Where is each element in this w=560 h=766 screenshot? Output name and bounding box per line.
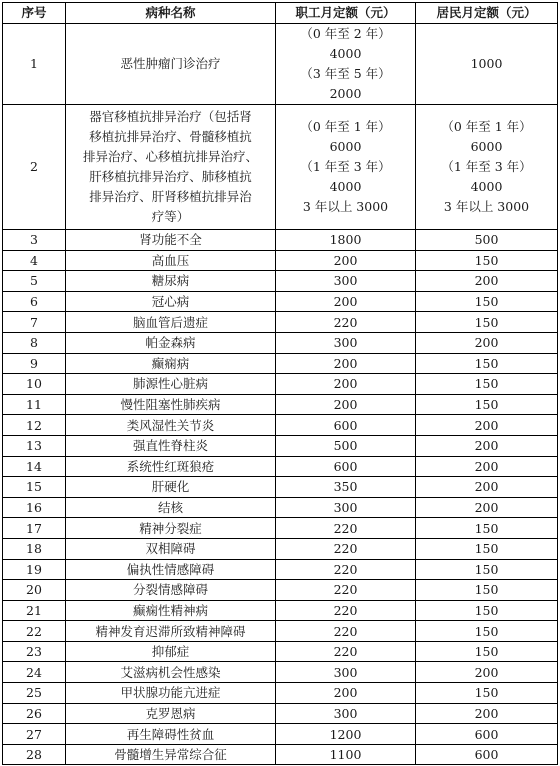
cell-disease-name [66,374,276,395]
cell-staff-quota-line: 3 年以上 3000 [302,199,389,214]
cell-staff-quota [276,724,416,745]
cell-disease-name [66,105,276,230]
cell-disease-name [66,477,276,498]
cell-staff-quota-line: （0 年至 1 年） [300,119,391,134]
cell-disease-name-line: 精神分裂症 [139,520,202,536]
cell-resident-quota [416,744,558,765]
cell-disease-name [66,744,276,765]
table-row [3,683,558,704]
cell-disease-name-line: 结核 [157,500,183,516]
cell-disease-name [66,230,276,251]
cell-staff-quota [276,683,416,704]
table-row [3,456,558,477]
cell-staff-quota-line: 200 [333,685,358,701]
cell-staff-quota-line: 300 [333,500,358,516]
table-row [3,435,558,456]
cell-disease-name-line: 分裂情感障碍 [132,582,208,598]
cell-no: 18 [3,538,66,559]
cell-disease-name-line: 高血压 [151,252,190,268]
cell-staff-quota [276,641,416,662]
cell-no: 17 [3,518,66,539]
cell-disease-name-line: 帕金森病 [145,335,196,351]
cell-no: 1 [3,24,66,105]
cell-resident-quota [416,724,558,745]
cell-staff-quota-line: 220 [333,314,358,330]
cell-staff-quota-line: 220 [333,541,358,557]
cell-resident-quota [416,600,558,621]
cell-resident-quota-line: 500 [474,232,499,248]
cell-disease-name-line: 肺源性心脏病 [132,376,208,392]
cell-disease-name [66,703,276,724]
cell-no: 5 [3,271,66,292]
cell-resident-quota-line: （0 年至 1 年） [441,119,532,134]
cell-disease-name [66,497,276,518]
cell-disease-name [66,291,276,312]
cell-resident-quota-line: 200 [474,500,499,516]
cell-resident-quota [416,105,558,230]
cell-no: 13 [3,435,66,456]
cell-resident-quota [416,435,558,456]
cell-resident-quota [416,332,558,353]
cell-staff-quota-line: （0 年至 2 年） [300,26,391,41]
cell-disease-name [66,24,276,105]
cell-staff-quota-line: 200 [333,397,358,413]
cell-disease-name [66,312,276,333]
cell-no: 3 [3,230,66,251]
cell-disease-name-line: 抑郁症 [151,644,190,660]
cell-resident-quota-line: 150 [474,294,499,310]
cell-staff-quota-line: 200 [333,376,358,392]
cell-no: 7 [3,312,66,333]
cell-no: 20 [3,580,66,601]
cell-resident-quota [416,477,558,498]
table-row [3,621,558,642]
cell-staff-quota-line: 220 [333,602,358,618]
cell-staff-quota [276,374,416,395]
cell-resident-quota [416,662,558,683]
table-row [3,559,558,580]
cell-disease-name-line: 骨髓增生异常综合征 [114,747,227,763]
cell-disease-name-line: 移植抗排异治疗、骨髓移植抗 [89,129,252,144]
cell-disease-name-line: 精神发育迟滞所致精神障碍 [95,623,246,639]
cell-disease-name [66,600,276,621]
cell-resident-quota [416,518,558,539]
cell-staff-quota [276,24,416,105]
cell-staff-quota [276,250,416,271]
table-body [3,24,558,765]
cell-staff-quota [276,477,416,498]
table-row [3,662,558,683]
cell-disease-name [66,394,276,415]
cell-staff-quota [276,332,416,353]
cell-resident-quota [416,374,558,395]
cell-disease-name-line: 疗等） [151,209,190,224]
cell-resident-quota-line: 200 [474,458,499,474]
cell-staff-quota-line: 600 [333,417,358,433]
cell-disease-name [66,415,276,436]
cell-disease-name-line: 双相障碍 [145,541,196,557]
table-row [3,250,558,271]
cell-resident-quota-line: 150 [474,602,499,618]
cell-resident-quota [416,683,558,704]
table-row [3,271,558,292]
cell-disease-name-line: 强直性脊柱炎 [132,438,208,454]
cell-disease-name [66,724,276,745]
table-row [3,518,558,539]
cell-resident-quota [416,456,558,477]
cell-resident-quota [416,250,558,271]
cell-resident-quota [416,621,558,642]
cell-staff-quota [276,230,416,251]
cell-disease-name [66,250,276,271]
table-row [3,641,558,662]
cell-resident-quota-line: 150 [474,582,499,598]
cell-resident-quota-line: 600 [474,726,499,742]
table-row [3,312,558,333]
cell-no: 4 [3,250,66,271]
table-row [3,744,558,765]
cell-staff-quota-line: 220 [333,520,358,536]
cell-staff-quota-line: 6000 [329,139,362,154]
cell-staff-quota-line: 1800 [329,232,362,248]
quota-table [2,2,558,765]
cell-no: 2 [3,105,66,230]
cell-resident-quota-line: 200 [474,273,499,289]
cell-resident-quota-line: 150 [474,623,499,639]
cell-disease-name-line: 艾滋病机会性感染 [120,664,221,680]
cell-resident-quota-line: 150 [474,397,499,413]
cell-staff-quota-line: 220 [333,644,358,660]
table-row [3,374,558,395]
cell-staff-quota-line: 220 [333,561,358,577]
cell-disease-name-line: 癫痫病 [151,355,190,371]
cell-no: 8 [3,332,66,353]
cell-resident-quota-line: 150 [474,685,499,701]
cell-resident-quota-line: 200 [474,335,499,351]
table-row [3,24,558,105]
cell-disease-name-line: 冠心病 [151,294,190,310]
cell-resident-quota-line: 150 [474,644,499,660]
cell-staff-quota-line: 1200 [329,726,362,742]
cell-staff-quota-line: 220 [333,623,358,639]
cell-no: 11 [3,394,66,415]
cell-staff-quota [276,703,416,724]
cell-disease-name [66,456,276,477]
cell-no: 14 [3,456,66,477]
cell-staff-quota-line: 200 [333,355,358,371]
cell-disease-name [66,662,276,683]
cell-disease-name [66,271,276,292]
cell-staff-quota-line: （1 年至 3 年） [300,159,391,174]
cell-resident-quota [416,230,558,251]
cell-no: 10 [3,374,66,395]
cell-resident-quota-line: 1000 [470,56,503,71]
cell-resident-quota [416,538,558,559]
cell-staff-quota [276,105,416,230]
cell-disease-name [66,621,276,642]
cell-no: 15 [3,477,66,498]
cell-staff-quota [276,600,416,621]
cell-resident-quota-line: 200 [474,705,499,721]
cell-no: 23 [3,641,66,662]
cell-staff-quota-line: 500 [333,438,358,454]
cell-staff-quota-line: 4000 [329,179,362,194]
table-row [3,538,558,559]
cell-staff-quota-line: （3 年至 5 年） [300,66,391,81]
cell-resident-quota-line: 150 [474,376,499,392]
cell-resident-quota-line: 3 年以上 3000 [443,199,530,214]
header-disease-name: 病种名称 [66,3,276,24]
cell-staff-quota [276,538,416,559]
cell-staff-quota-line: 2000 [329,86,362,101]
cell-staff-quota-line: 300 [333,664,358,680]
cell-staff-quota [276,559,416,580]
cell-resident-quota [416,497,558,518]
cell-disease-name-line: 排异治疗、心移植抗排异治疗、 [82,149,258,164]
cell-staff-quota [276,394,416,415]
cell-resident-quota-line: 200 [474,438,499,454]
cell-disease-name [66,332,276,353]
cell-disease-name-line: 再生障碍性贫血 [126,726,215,742]
cell-staff-quota [276,621,416,642]
cell-staff-quota [276,518,416,539]
cell-staff-quota [276,435,416,456]
cell-disease-name [66,559,276,580]
cell-resident-quota-line: 150 [474,561,499,577]
cell-resident-quota [416,394,558,415]
cell-no: 28 [3,744,66,765]
table-row [3,394,558,415]
cell-disease-name-line: 癫痫性精神病 [132,602,208,618]
cell-resident-quota [416,559,558,580]
cell-staff-quota-line: 4000 [329,46,362,61]
cell-no: 27 [3,724,66,745]
cell-no: 26 [3,703,66,724]
cell-resident-quota [416,641,558,662]
cell-resident-quota-line: 150 [474,541,499,557]
cell-disease-name [66,538,276,559]
cell-staff-quota-line: 300 [333,705,358,721]
cell-disease-name-line: 偏执性情感障碍 [126,561,215,577]
cell-staff-quota-line: 1100 [329,747,362,763]
cell-resident-quota [416,271,558,292]
cell-resident-quota-line: 150 [474,252,499,268]
header-row [3,3,558,24]
cell-resident-quota [416,291,558,312]
cell-no: 24 [3,662,66,683]
table-row [3,497,558,518]
table-row [3,291,558,312]
table-row [3,332,558,353]
cell-disease-name [66,353,276,374]
cell-resident-quota-line: 150 [474,355,499,371]
table-row [3,600,558,621]
document-page [2,2,558,765]
cell-staff-quota-line: 300 [333,273,358,289]
cell-staff-quota [276,312,416,333]
cell-resident-quota-line: 200 [474,664,499,680]
cell-resident-quota-line: 200 [474,417,499,433]
cell-disease-name [66,580,276,601]
cell-staff-quota-line: 220 [333,582,358,598]
cell-staff-quota [276,291,416,312]
cell-no: 16 [3,497,66,518]
cell-staff-quota [276,456,416,477]
cell-resident-quota-line: 6000 [470,139,503,154]
cell-staff-quota [276,662,416,683]
cell-disease-name-line: 恶性肿瘤门诊治疗 [120,56,221,71]
table-row [3,105,558,230]
cell-disease-name [66,641,276,662]
cell-disease-name-line: 排异治疗、肝肾移植抗排异治 [89,189,252,204]
cell-resident-quota [416,24,558,105]
cell-no: 22 [3,621,66,642]
table-row [3,415,558,436]
cell-disease-name-line: 系统性红斑狼疮 [126,458,215,474]
cell-no: 12 [3,415,66,436]
cell-disease-name-line: 器官移植抗排异治疗（包括肾 [89,109,252,124]
table-row [3,477,558,498]
cell-disease-name-line: 肝硬化 [151,479,190,495]
cell-resident-quota-line: 4000 [470,179,503,194]
cell-resident-quota-line: 150 [474,314,499,330]
cell-no: 6 [3,291,66,312]
cell-resident-quota-line: （1 年至 3 年） [441,159,532,174]
cell-staff-quota [276,353,416,374]
cell-no: 19 [3,559,66,580]
table-row [3,724,558,745]
cell-resident-quota [416,703,558,724]
cell-resident-quota-line: 200 [474,479,499,495]
cell-resident-quota [416,415,558,436]
cell-disease-name-line: 克罗恩病 [145,705,196,721]
header-staff-quota: 职工月定额（元） [276,3,416,24]
table-row [3,703,558,724]
cell-no: 9 [3,353,66,374]
table-row [3,230,558,251]
table-row [3,353,558,374]
cell-staff-quota-line: 350 [333,479,358,495]
cell-staff-quota-line: 300 [333,335,358,351]
cell-resident-quota-line: 600 [474,747,499,763]
cell-resident-quota-line: 150 [474,520,499,536]
cell-disease-name [66,435,276,456]
cell-staff-quota [276,271,416,292]
cell-staff-quota-line: 200 [333,294,358,310]
cell-no: 21 [3,600,66,621]
cell-disease-name-line: 脑血管后遗症 [132,314,208,330]
cell-disease-name-line: 糖尿病 [151,273,190,289]
cell-no: 25 [3,683,66,704]
cell-disease-name [66,683,276,704]
cell-staff-quota-line: 600 [333,458,358,474]
cell-staff-quota [276,415,416,436]
cell-disease-name-line: 类风湿性关节炎 [126,417,215,433]
cell-resident-quota [416,580,558,601]
cell-disease-name-line: 甲状腺功能亢进症 [120,685,221,701]
header-resident-quota: 居民月定额（元） [416,3,558,24]
header-no: 序号 [3,3,66,24]
cell-staff-quota [276,580,416,601]
cell-staff-quota [276,744,416,765]
cell-disease-name [66,518,276,539]
cell-resident-quota [416,312,558,333]
cell-disease-name-line: 慢性阻塞性肺疾病 [120,397,221,413]
cell-staff-quota [276,497,416,518]
cell-disease-name-line: 肝移植抗排异治疗、肺移植抗 [89,169,252,184]
cell-disease-name-line: 肾功能不全 [139,232,202,248]
table-row [3,580,558,601]
cell-staff-quota-line: 200 [333,252,358,268]
cell-resident-quota [416,353,558,374]
